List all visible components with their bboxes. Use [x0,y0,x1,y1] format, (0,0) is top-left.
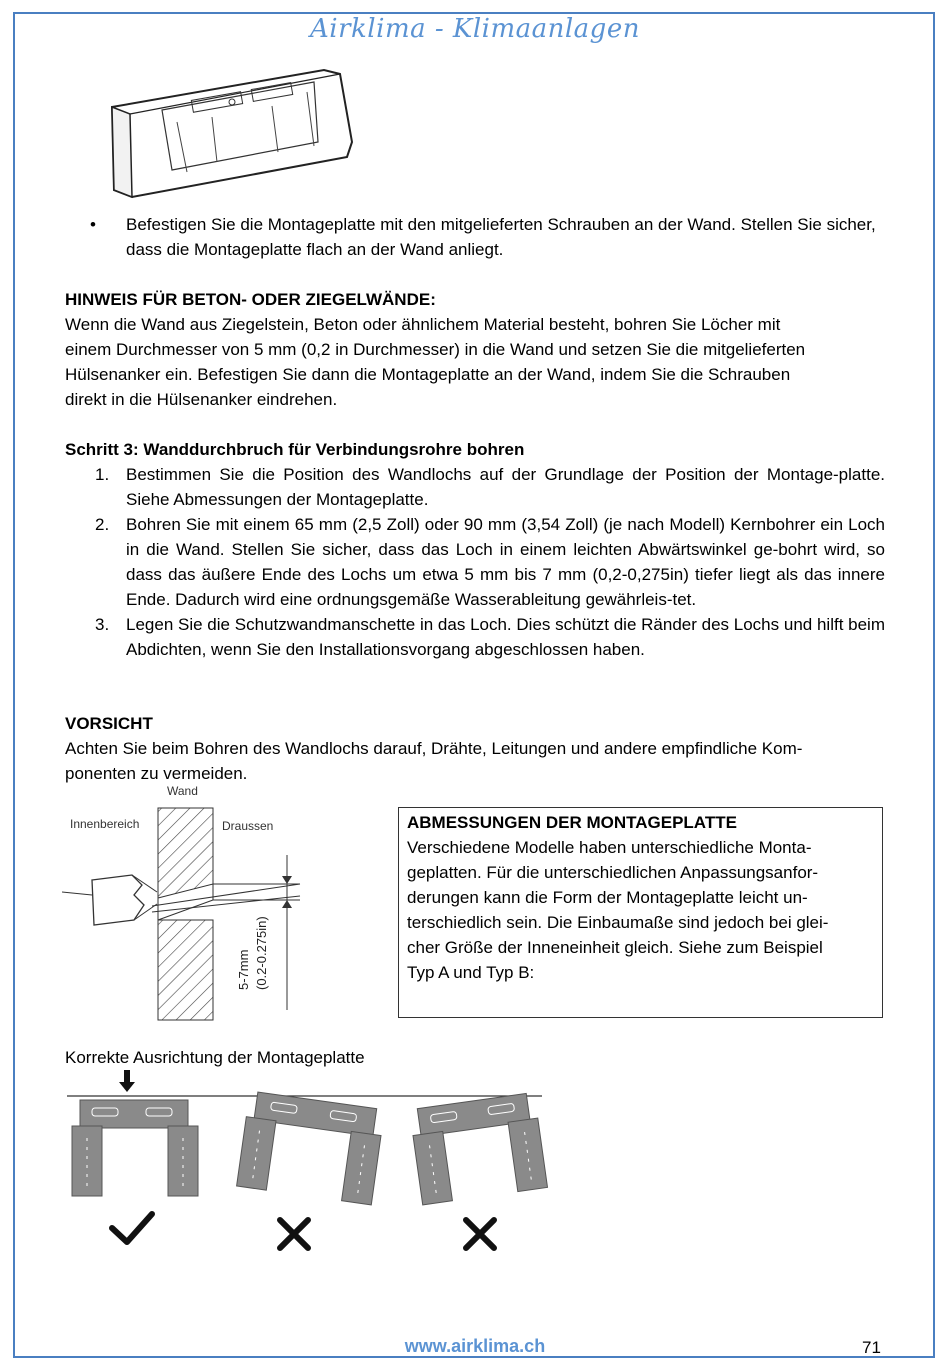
label-inside: Innenbereich [70,817,140,831]
info-box-line: geplatten. Für die unterschiedlichen Anpassungsanfor- [407,863,819,882]
bullet-item [90,212,890,262]
info-box-heading: ABMESSUNGEN DER MONTAGEPLATTE [407,813,737,832]
indoor-unit-illustration [92,62,362,202]
note-body [65,312,895,412]
list-number: 3. [95,615,110,634]
bullet-dot: • [90,215,96,234]
bullet-text: Befestigen Sie die Montageplatte mit den mitgelieferten Schrauben an der Wand. Stellen Sie sicher, dass die Montageplatte flach an der Wand anliegt. [126,215,876,259]
list-text: Bestimmen Sie die Position des Wandlochs auf der Grundlage der Position der Montage-platte. Siehe Abmessungen der Montageplatte. [126,465,885,509]
check-icon [112,1214,152,1242]
page-number: 71 [862,1338,881,1357]
list-number: 1. [95,465,110,484]
label-dim-in: (0.2-0.275in) [254,916,269,990]
label-dim-mm: 5-7mm [236,949,251,990]
info-box-line: Verschiedene Modelle haben unterschiedliche Monta- [407,838,812,857]
list-item [65,462,885,512]
plate-correct [72,1100,198,1196]
step3-heading: Schritt 3: Wanddurchbruch für Verbindungsrohre bohren [65,440,525,459]
cross-icon [280,1220,308,1248]
footer-website-link[interactable]: www.airklima.ch [404,1336,546,1356]
note-line: direkt in die Hülsenanker eindrehen. [65,390,338,409]
list-item [65,512,885,612]
caution-line: Achten Sie beim Bohren des Wandlochs darauf, Drähte, Leitungen und andere empfindliche Kom- [65,739,803,758]
mounting-plate-info-box [398,807,883,1018]
orientation-caption: Korrekte Ausrichtung der Montageplatte [65,1048,365,1067]
label-wall: Wand [167,784,198,798]
plate-wrong-left [237,1091,385,1205]
cross-icon [466,1220,494,1248]
list-text: Legen Sie die Schutzwandmanschette in das Loch. Dies schützt die Ränder des Lochs und hilft beim Abdichten, wenn Sie den Installationsvorgang abgeschlossen haben. [126,615,885,659]
note-line: Wenn die Wand aus Ziegelstein, Beton oder ähnlichem Material besteht, bohren Sie Löcher mit [65,315,781,334]
wall-drilling-diagram [62,780,382,1025]
list-number: 2. [95,515,110,534]
note-heading: HINWEIS FÜR BETON- ODER ZIEGELWÄNDE: [65,290,436,309]
info-box-line: Typ A und Typ B: [407,963,535,982]
plate-wrong-right [409,1092,547,1205]
list-item [65,612,885,662]
info-box-line: terschiedlich sein. Die Einbaumaße sind jedoch bei glei- [407,913,829,932]
plate-orientation-illustration [62,1068,552,1258]
caution-body [65,736,895,786]
note-line: Hülsenanker ein. Befestigen Sie dann die Montageplatte an der Wand, indem Sie die Schrauben [65,365,791,384]
list-text: Bohren Sie mit einem 65 mm (2,5 Zoll) oder 90 mm (3,54 Zoll) (je nach Modell) Kernbohrer ein Loch in die Wand. Stellen Sie sicher, dass das Loch in einem leichten Abwärtswinkel ge-bohrt wird, so dass das äußere Ende des Lochs um etwa 5 mm bis 7 mm (0,2-0,275in) tiefer liegt als das innere Ende. Dadurch wird eine ordnungsgemäße Wasserableitung gewährleis-tet. [126,515,885,609]
info-box-line: cher Größe der Inneneinheit gleich. Siehe zum Beispiel [407,938,823,957]
label-outside: Draussen [222,819,274,833]
step3-list [65,462,885,662]
caution-heading: VORSICHT [65,714,153,733]
header-title: Airklima - Klimaanlagen [310,14,640,44]
caution-line: ponenten zu vermeiden. [65,764,248,783]
info-box-line: derungen kann die Form der Montageplatte leicht un- [407,888,808,907]
note-line: einem Durchmesser von 5 mm (0,2 in Durchmesser) in die Wand und setzen Sie die mitgelieferten [65,340,806,359]
